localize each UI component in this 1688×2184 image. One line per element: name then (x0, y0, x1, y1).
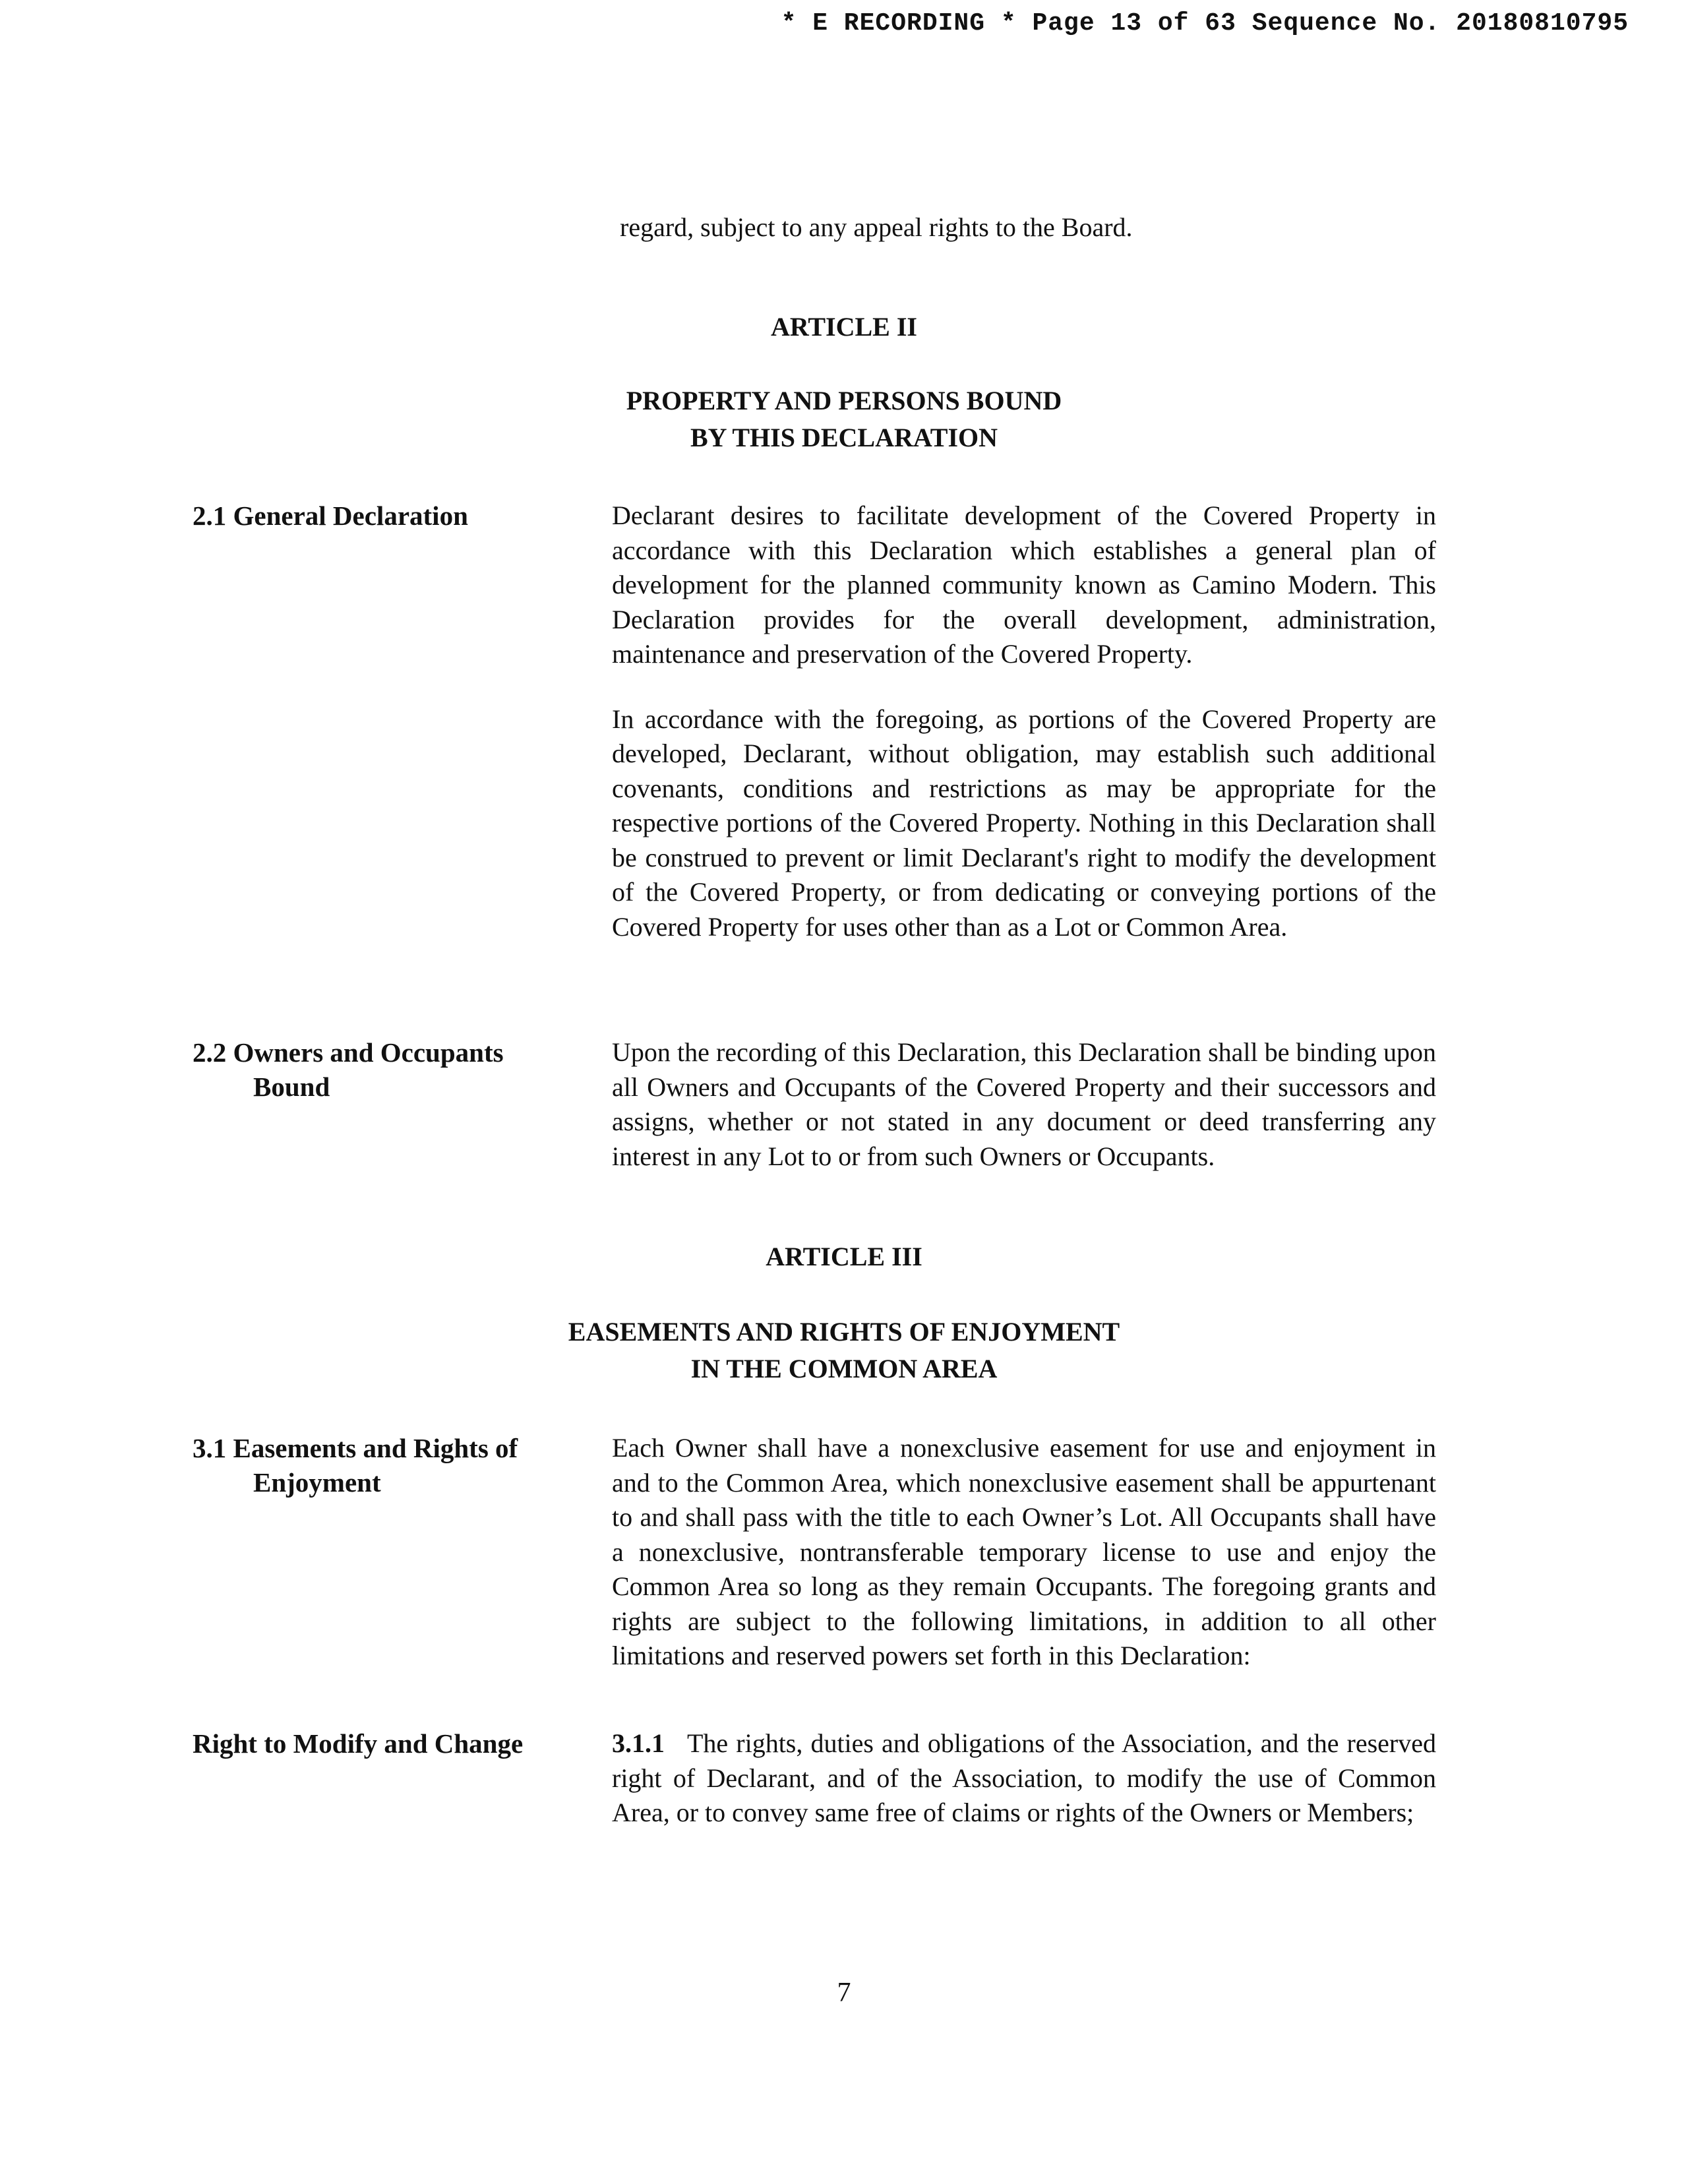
article-3-title-line2: IN THE COMMON AREA (690, 1354, 998, 1383)
continuation-text: regard, subject to any appeal rights to the Board. (620, 212, 1133, 242)
section-3-1-para: Each Owner shall have a nonexclusive easement for use and enjoyment in and to the Common Area, which nonexclusive easement shall be appurtenant to and shall pass with the title to each Owner’s Lot. All Occupants shall have a nonexclusive, nontransferable temporary license to use and enjoy the Common Area so long as they remain Occupants. The foregoing grants and rights are subject to the following limitations, in addition to all other limitations and reserved powers set forth in this Declaration: (612, 1433, 1436, 1670)
section-3-1-1-body: The rights, duties and obligations of the Association, and the reserved right of Declarant, and of the Association, to modify the use of Common Area, or to convey same free of claims or rights of the Owners or Members; (612, 1728, 1436, 1827)
section-3-1-label-line2: Enjoyment (253, 1467, 381, 1498)
article-2-number: ARTICLE II (771, 312, 917, 342)
section-3-1-label (193, 1431, 588, 1500)
section-2-2-para: Upon the recording of this Declaration, this Declaration shall be binding upon all Owners and Occupants of the Covered Property and their successors and assigns, whether or not stated in any document or deed transferring any interest in any Lot to or from such Owners or Occupants. (612, 1037, 1436, 1171)
section-3-1-label-line1: 3.1 Easements and Rights of (193, 1433, 518, 1463)
article-2-title (0, 382, 1688, 456)
section-2-1-para2: In accordance with the foregoing, as portions of the Covered Property are developed, Declarant, without obligation, may establish such additional covenants, conditions and restrictions as may be appropriate for the respective portions of the Covered Property. Nothing in this Declaration shall be construed to prevent or limit Declarant's right to modify the development of the Covered Property, or from dedicating or conveying portions of the Covered Property for uses other than as a Lot or Common Area. (612, 704, 1436, 942)
section-3-1-1-text (612, 1726, 1436, 1831)
section-2-2-text (612, 1035, 1436, 1174)
page-number: 7 (837, 1978, 851, 2008)
article-2-title-line2: BY THIS DECLARATION (690, 423, 998, 452)
section-2-1-label: 2.1 General Declaration (193, 501, 468, 531)
article-3-title (0, 1314, 1688, 1387)
article-2-title-line1: PROPERTY AND PERSONS BOUND (626, 386, 1062, 415)
section-3-1-1-number: 3.1.1 (612, 1728, 665, 1758)
recording-header: * E RECORDING * Page 13 of 63 Sequence No. 20180810795 (781, 9, 1629, 38)
section-2-2-label (193, 1035, 588, 1104)
section-3-1-1-label: Right to Modify and Change (193, 1728, 524, 1759)
section-2-1-para1: Declarant desires to facilitate development of the Covered Property in accordance with this Declaration which establishes a general plan of development for the planned community known as Camino Modern. This Declaration provides for the overall development, administration, maintenance and preservation of the Covered Property. (612, 501, 1436, 669)
section-2-2-label-line1: 2.2 Owners and Occupants (193, 1037, 504, 1068)
section-2-1-text (612, 499, 1436, 944)
section-3-1-1-para (612, 1726, 1436, 1831)
article-3-number: ARTICLE III (766, 1242, 922, 1271)
section-2-2-label-line2: Bound (253, 1072, 330, 1102)
article-3-title-line1: EASEMENTS AND RIGHTS OF ENJOYMENT (568, 1317, 1120, 1347)
section-3-1-text (612, 1431, 1436, 1674)
